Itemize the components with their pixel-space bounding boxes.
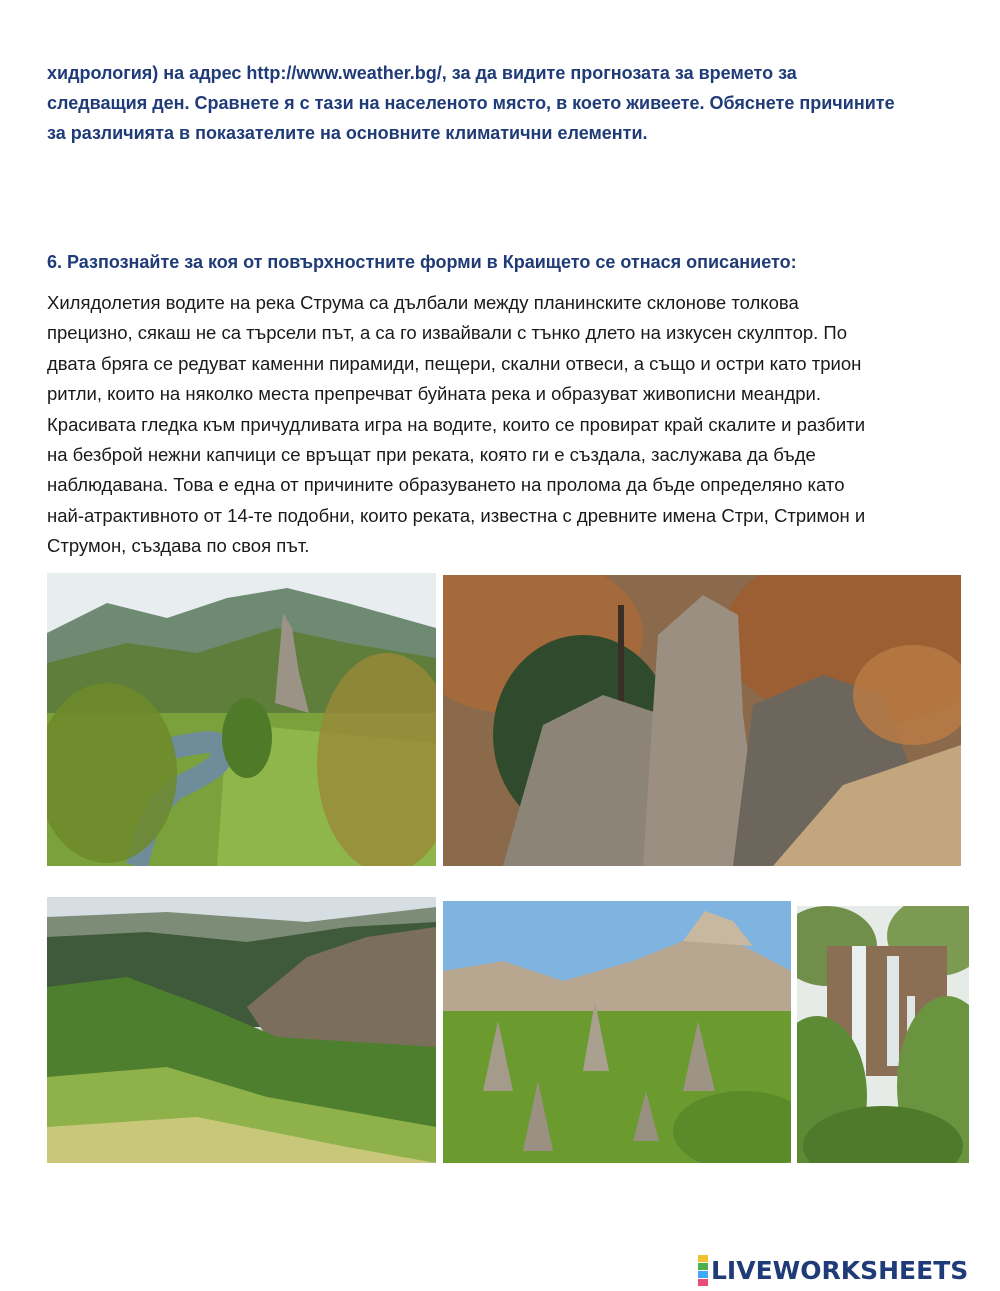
passage-line: ритли, които на няколко места препречват буйната река и образуват живописни меандри. [47,383,822,405]
passage-line: най-атрактивното от 14-те подобни, които реката, известна с древните имена Стри, Стримон и [47,504,866,526]
photo-rock-pyramids [443,901,791,1163]
passage-line: Красивата гледка към причудливата игра на водите, които се провират край скалите и разбити [47,413,866,435]
logo-block [698,1271,708,1278]
logo-block [698,1279,708,1286]
passage-line: Хилядолетия водите на река Струма са дълбали между планинските склонове толкова [47,292,799,313]
photo-rock-pillar [443,575,961,866]
intro-text [47,58,987,148]
passage-line: наблюдавана. Това е една от причините образуването на пролома да бъде определяно като [47,474,845,496]
passage-line: двата бряга се редуват каменни пирамиди, пещери, скални отвеси, а също и остри като трион [47,352,862,374]
liveworksheets-logo-icon [698,1255,708,1286]
logo-block [698,1263,708,1270]
photo-river-valley [47,573,436,866]
photo-gorge-panorama [47,897,436,1163]
intro-line: следващия ден. Сравнете я с тази на населеното място, в което живеете. Обяснете причините [47,93,895,113]
photo-waterfall [797,906,969,1163]
question-heading: 6. Разпознайте за коя от повърхностните форми в Краището се отнася описанието: [47,252,797,272]
passage-line: Струмон, създава по своя път. [47,535,310,557]
passage-line: прецизно, сякаш не са търсели път, а са го извайвали с тънко длето на изкусен скулптор. По [47,322,848,344]
intro-line: за различията в показателите на основните климатични елементи. [47,123,648,143]
liveworksheets-logo[interactable] [698,1254,968,1286]
passage-text [47,288,987,562]
passage-line: на безброй нежни капчици се връщат при реката, която ги е създала, заслужава да бъде [47,444,816,466]
liveworksheets-logo-text: LIVEWORKSHEETS [711,1255,969,1285]
intro-line: хидрология) на адрес http://www.weather.bg/, за да видите прогнозата за времето за [47,63,797,83]
logo-block [698,1255,708,1262]
